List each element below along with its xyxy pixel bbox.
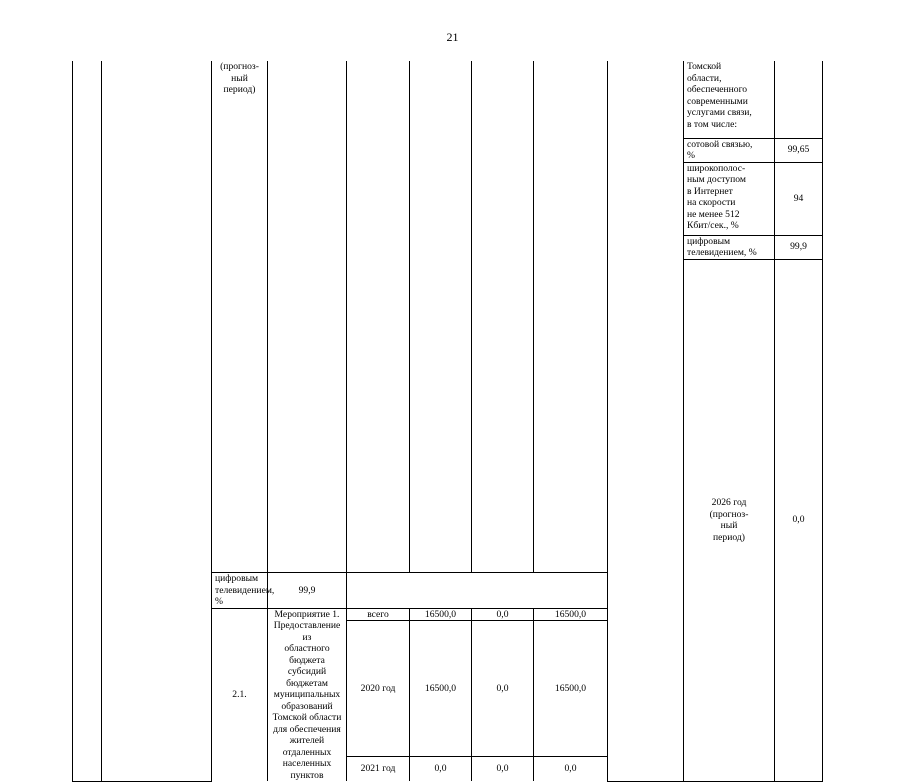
row-fed: 0,0 [472,756,534,781]
measure-cell-cont [102,61,212,781]
value-digital-tv: 99,9 [775,235,823,259]
value-empty [775,61,823,138]
row-reg: 16500,0 [534,608,608,621]
indicator-digital-tv: цифровым телевидением, % [684,235,775,259]
amount-total-cont [268,61,347,573]
page-number: 21 [446,30,459,44]
row-year: всего [347,608,410,621]
value-broadband: 94 [775,162,823,235]
row-year: 2021 год [347,756,410,781]
row-year: 2020 год [347,621,410,757]
value-cellular: 99,65 [775,138,823,162]
indicator-broadband: широкополос- ным доступом в Интернет на скорости не менее 512 Кбит/сек., % [684,162,775,235]
measure-number: 2.1. [212,608,268,781]
row-fed: 0,0 [472,621,534,757]
row-total: 16500,0 [410,621,472,757]
executor-cell-cont [608,61,684,781]
amount-reg-cont [410,61,472,573]
period-cell: (прогноз- ный период) [212,61,268,573]
indicator-total-share: Томской области, обеспеченного современными услугами связи, в том числе: [684,61,775,138]
indicator-digital-tv-2026: цифровым телевидением, % [212,573,268,609]
row-total: 0,0 [410,756,472,781]
value-digital-tv-2026: 99,9 [268,573,347,609]
program-table [72,61,823,782]
row-reg: 0,0 [534,756,608,781]
row-reg: 16500,0 [534,621,608,757]
amount-fed-cont [347,61,410,573]
period-2026: 2026 год (прогноз- ный период) [684,259,775,781]
indicator-cellular: сотовой связью, % [684,138,775,162]
num-cell-cont [73,61,102,781]
amount-extra-cont [534,61,608,573]
row-total: 16500,0 [410,608,472,621]
amount-total-2026: 0,0 [775,259,823,781]
row-fed: 0,0 [472,608,534,621]
amount-mun-cont [472,61,534,573]
measure-title: Мероприятие 1. Предоставление из областного бюджета субсидий бюджетам муниципальных образований Томской области для обеспечения жителей отдаленных населенных пунктов [268,608,347,781]
